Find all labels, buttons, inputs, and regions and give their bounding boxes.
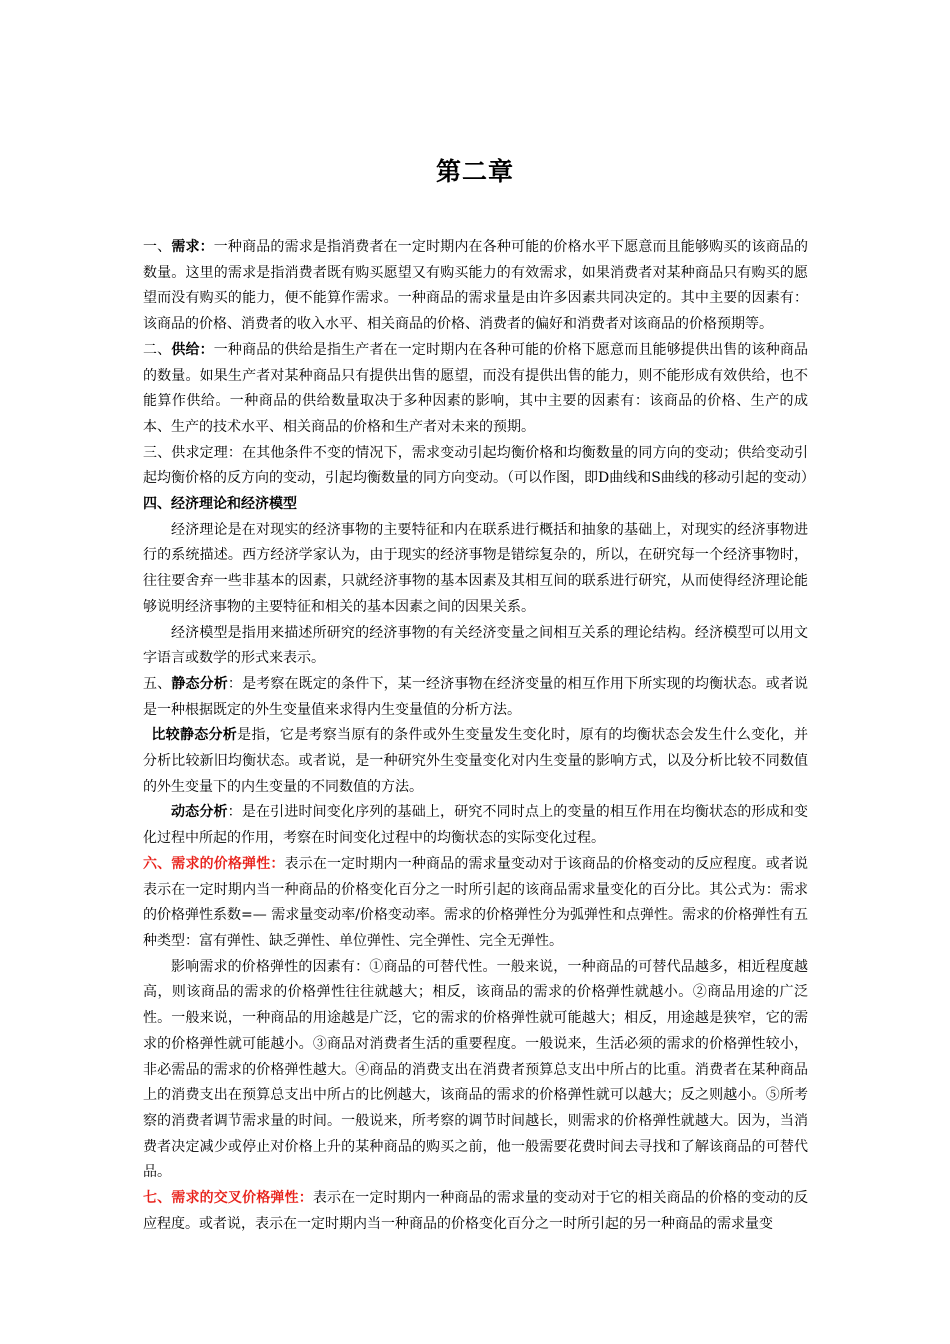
term-comparative-static: 比较静态分析 [151, 727, 238, 744]
section-price-elasticity [143, 852, 808, 955]
term-colon: ： [199, 341, 214, 358]
section-text: 是在引进时间变化序列的基础上，研究不同时点上的变量的相互作用在均衡状态的形成和变化过程中所起的作用，考察在时间变化过程中的均衡状态的实际变化过程。 [143, 804, 809, 847]
section-cross-elasticity [143, 1186, 808, 1237]
section-text: 一种商品的需求是指消费者在一定时期内在各种可能的价格水平下愿意而且能够购买的该商品的数量。这里的需求是指消费者既有购买愿望又有购买能力的有效需求，如果消费者对某种商品只有购买的愿望而没有购买的能力，便不能算作需求。一种商品的需求量是由许多因素共同决定的。其中主要的因素有：该商品的价格、消费者的收入水平、相关商品的价格、消费者的偏好和消费者对该商品的价格预期等。 [143, 239, 809, 333]
section-theory-paragraph-1: 经济理论是在对现实的经济事物的主要特征和内在联系进行概括和抽象的基础上，对现实的经济事物进行的系统描述。西方经济学家认为，由于现实的经济事物是错综复杂的，所以，在研究每一个经济事物时，往往要舍弃一些非基本的因素，只就经济事物的基本因素及其相互间的联系进行研究，从而使得经济理论能够说明经济事物的主要特征和相关的基本因素之间的因果关系。 [143, 521, 808, 615]
term-colon: ： [298, 1190, 313, 1207]
section-number: 五、 [143, 675, 172, 692]
section-comparative-static [143, 723, 808, 800]
term-demand: 需求 [171, 239, 200, 255]
section-text: 一种商品的供给是指生产者在一定时期内在各种可能的价格下愿意而且能够提供出售的该种商品的数量。如果生产者对某种商品只有提供出售的愿望，而没有提供出售的能力，则不能形成有效供给，也不能算作供给。一种商品的供给数量取决于多种因素的影响，其中主要的因素有：该商品的价格、生产的成本、生产的技术水平、相关商品的价格和生产者对未来的预期。 [143, 341, 809, 435]
section-static-analysis [143, 672, 808, 723]
section-heading: 四、经济理论和经济模型 [143, 496, 297, 513]
section-supply [143, 338, 808, 441]
section-text: 是指，它是考察当原有的条件或外生变量发生变化时，原有的均衡状态会发生什么变化，并分析比较新旧均衡状态。或者说，是一种研究外生变量变化对内生变量的影响方式，以及分析比较不同数值的外生变量下的内生变量的不同数值的方法。 [143, 727, 809, 795]
section-text: 表示在一定时期内一种商品的需求量的变动对于它的相关商品的价格的变动的反应程度。或者说，表示在一定时期内当一种商品的价格变化百分之一时所引起的另一种商品的需求量变 [143, 1190, 809, 1232]
term-cross-elasticity: 七、需求的交叉价格弹性 [143, 1190, 299, 1207]
chapter-title: 第二章 [435, 157, 514, 186]
term-supply: 供给 [171, 341, 200, 358]
section-demand [143, 235, 808, 338]
section-text: 表示在一定时期内一种商品的需求量变动对于该商品的价格变动的反应程度。或者说表示在一定时期内当一种商品的价格变化百分之一时所引起的该商品需求量变化的百分比。其公式为：需求的价格弹性系数=— 需求量变动率/价格变动率。需求的价格弹性分为弧弹性和点弹性。需求的价格弹性有五种类型：富有弹性、缺乏弹性、单位弹性、完全弹性、完全无弹性。 [143, 855, 809, 949]
term-colon: ： [199, 239, 214, 255]
section-price-elasticity-factors: 影响需求的价格弹性的因素有：①商品的可替代性。一般来说，一种商品的可替代品越多，相近程度越高，则该商品的需求的价格弹性往往就越大；相反，该商品的需求的价格弹性就越小。②商品用途的广泛性。一般来说，一种商品的用途越是广泛，它的需求的价格弹性就可能越大；相反，用途越是狭窄，它的需求的价格弹性就可能越小。③商品对消费者生活的重要程度。一般说来，生活必须的需求的价格弹性较小，非必需品的需求的价格弹性越大。④商品的消费支出在消费者预算总支出中所占的比重。消费者在某种商品上的消费支出在预算总支出中所占的比例越大，该商品的需求的价格弹性就可以越大；反之则越小。⑤所考察的消费者调节需求量的时间。一般说来，所考察的调节时间越长，则需求的价格弹性就越大。因为，当消费者决定减少或停止对价格上升的某种商品的购买之前，他一般需要花费时间去寻找和了解该商品的可替代品。 [143, 958, 808, 1181]
section-dynamic-analysis [143, 800, 808, 851]
term-colon: ： [227, 675, 243, 692]
section-number: 二、 [143, 341, 172, 358]
term-static-analysis: 静态分析 [171, 675, 228, 692]
term-price-elasticity: 六、需求的价格弹性 [143, 855, 271, 872]
term-colon: ： [270, 855, 285, 872]
section-number: 一、 [143, 239, 172, 255]
term-dynamic-analysis: 动态分析 [171, 804, 228, 821]
section-supply-demand-law: 三、供求定理：在其他条件不变的情况下，需求变动引起均衡价格和均衡数量的同方向的变动；供给变动引起均衡价格的反方向的变动，引起均衡数量的同方向变动。（可以作图，即D曲线和S曲线的移动引起的变动） [143, 444, 815, 487]
section-text: 是考察在既定的条件下，某一经济事物在经济变量的相互作用下所实现的均衡状态。或者说是一种根据既定的外生变量值来求得内生变量值的分析方法。 [143, 675, 809, 718]
section-theory-heading [143, 492, 808, 518]
section-theory-paragraph-2: 经济模型是指用来描述所研究的经济事物的有关经济变量之间相互关系的理论结构。经济模型可以用文字语言或数学的形式来表示。 [143, 624, 808, 667]
document-body [143, 235, 815, 1237]
term-colon: ： [227, 804, 242, 821]
